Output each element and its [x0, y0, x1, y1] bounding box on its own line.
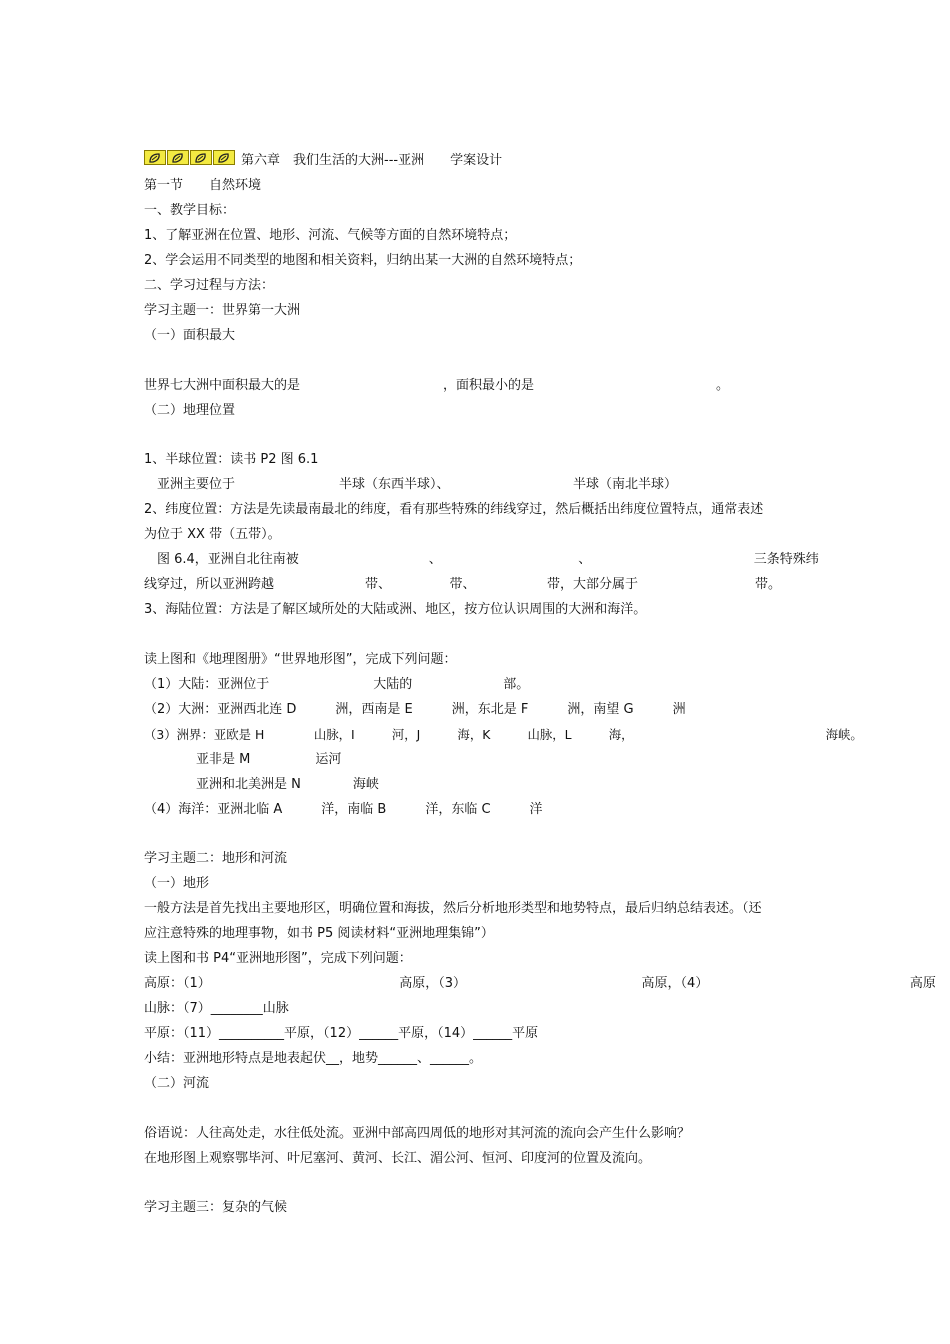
text-line: 2、学会运用不同类型的地图和相关资料，归纳出某一大洲的自然环境特点； — [144, 253, 582, 268]
text-line: （3）洲界：亚欧是 H 山脉，I 河，J 海，K 山脉，L 海， 海峡。 — [144, 727, 863, 742]
text-line: 2、纬度位置：方法是先读最南最北的纬度，看有那些特殊的纬线穿过，然后概括出纬度位置特点，通常表述 — [144, 502, 764, 517]
text-line: 山脉：（7）________山脉 — [144, 1001, 289, 1016]
text-line: 读上图和书 P4“亚洲地形图”，完成下列问题： — [144, 951, 412, 966]
text-line: 图 6.4，亚洲自北往南被 、 、 三条特殊纬 — [144, 552, 819, 567]
topic-heading: 学习主题一：世界第一大洲 — [144, 303, 301, 318]
text-line: 世界七大洲中面积最大的是 ，面积最小的是 。 — [144, 378, 730, 393]
text-line: 亚非是 M 运河 — [144, 752, 342, 767]
text-line: 在地形图上观察鄂毕河、叶尼塞河、黄河、长江、湄公河、恒河、印度河的位置及流向。 — [144, 1151, 652, 1166]
text-line: 一、教学目标： — [144, 203, 236, 218]
leaf-icon — [167, 150, 189, 165]
text-line: 线穿过，所以亚洲跨越 带、 带、 带，大部分属于 带。 — [144, 577, 782, 592]
text-line: （2）大洲：亚洲西北连 D 洲，西南是 E 洲，东北是 F 洲，南望 G 洲 — [144, 702, 686, 717]
text-line: （4）海洋：亚洲北临 A 洋，南临 B 洋，东临 C 洋 — [144, 802, 543, 817]
text-line: 高原：（1） 高原，（3） 高原，（4） 高原 — [144, 976, 936, 991]
text-line: 为位于 XX 带（五带）。 — [144, 527, 281, 542]
text-line: 俗语说：人往高处走，水往低处流。亚洲中部高四周低的地形对其河流的流向会产生什么影响？ — [144, 1126, 691, 1141]
subheading: （一）面积最大 — [144, 328, 236, 343]
leaf-icon — [190, 150, 212, 165]
subheading: （一）地形 — [144, 876, 210, 891]
text-line: 亚洲主要位于 半球（东西半球）、 半球（南北半球） — [144, 477, 678, 492]
topic-heading: 学习主题三：复杂的气候 — [144, 1200, 288, 1215]
leaf-icon — [144, 150, 166, 165]
text-line: 平原：（11）__________平原，（12）______平原，（14）______平原 — [144, 1026, 539, 1041]
text-line: 1、了解亚洲在位置、地形、河流、气候等方面的自然环境特点； — [144, 228, 517, 243]
subheading: （二）河流 — [144, 1076, 210, 1091]
text-line: 3、海陆位置：方法是了解区域所处的大陆或洲、地区，按方位认识周围的大洲和海洋。 — [144, 602, 647, 617]
text-line: 读上图和《地理图册》“世界地形图”，完成下列问题： — [144, 652, 457, 667]
section-heading: 第一节 自然环境 — [144, 178, 262, 193]
text-line: （1）大陆：亚洲位于 大陆的 部。 — [144, 677, 530, 692]
chapter-title: 第六章 我们生活的大洲---亚洲 学案设计 — [241, 153, 503, 168]
leaf-icon — [213, 150, 235, 165]
text-line: 小结：亚洲地形特点是地表起伏__，地势______、______。 — [144, 1051, 483, 1066]
text-line: 一般方法是首先找出主要地形区，明确位置和海拔，然后分析地形类型和地势特点，最后归纳总结表述。（还 — [144, 901, 762, 916]
topic-heading: 学习主题二：地形和河流 — [144, 851, 288, 866]
decorative-icon-row — [144, 150, 235, 166]
text-line: 1、半球位置：读书 P2 图 6.1 — [144, 452, 319, 467]
subheading: （二）地理位置 — [144, 403, 236, 418]
text-line: 应注意特殊的地理事物，如书 P5 阅读材料“亚洲地理集锦”） — [144, 926, 494, 941]
text-line: 二、学习过程与方法： — [144, 278, 275, 293]
text-line: 亚洲和北美洲是 N 海峡 — [144, 777, 379, 792]
